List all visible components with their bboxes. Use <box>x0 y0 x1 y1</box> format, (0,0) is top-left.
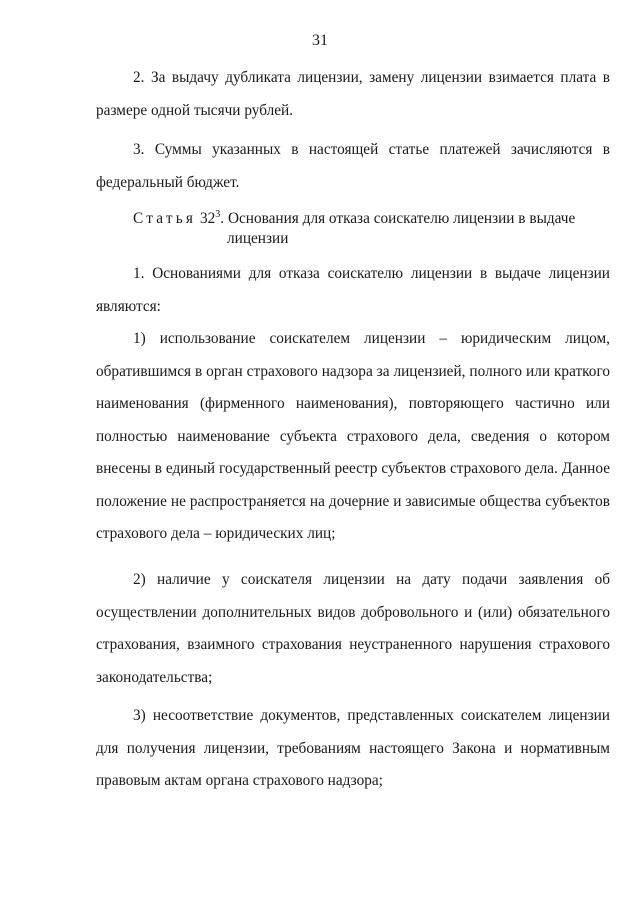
article-number: 32 <box>200 210 216 227</box>
clause-item-1: 1) использование соискателем лицензии – юридическим лицом, обратившимся в орган страхового надзора за лицензией, полного или краткого наименования (фирменного наименования), повторяющего частично или полностью наименование субъекта страхового дела, сведения о котором внесены в единый государственный реестр субъектов страхового дела. Данное положение не распространяется на дочерние и зависимые общества субъектов страхового дела – юридических лиц; <box>96 330 610 542</box>
paragraph-duplicate-fee: 2. За выдачу дубликата лицензии, замену лицензии взимается плата в размере одной тысячи рублей. <box>96 69 610 119</box>
article-label: Статья <box>133 210 197 227</box>
article-title-line2: лицензии <box>227 230 289 247</box>
clause-item-2: 2) наличие у соискателя лицензии на дату подачи заявления об осуществлении дополнительных видов добровольного и (или) обязательного страхования, взаимного страхования неустраненного нарушения страхового законодательства; <box>96 571 610 686</box>
article-superscript: 3 <box>215 208 221 220</box>
article-heading <box>133 209 603 249</box>
clause-item-3: 3) несоответствие документов, представленных соискателем лицензии для получения лицензии, требованиям настоящего Закона и нормативным правовым актам органа страхового надзора; <box>96 707 610 789</box>
clause-grounds: 1. Основаниями для отказа соискателю лицензии в выдаче лицензии являются: <box>96 265 610 315</box>
page-number: 31 <box>312 32 328 49</box>
article-title-line1: . Основания для отказа соискателю лицензии в выдаче <box>220 210 576 227</box>
paragraph-payments-budget: 3. Суммы указанных в настоящей статье платежей зачисляются в федеральный бюджет. <box>96 141 610 191</box>
